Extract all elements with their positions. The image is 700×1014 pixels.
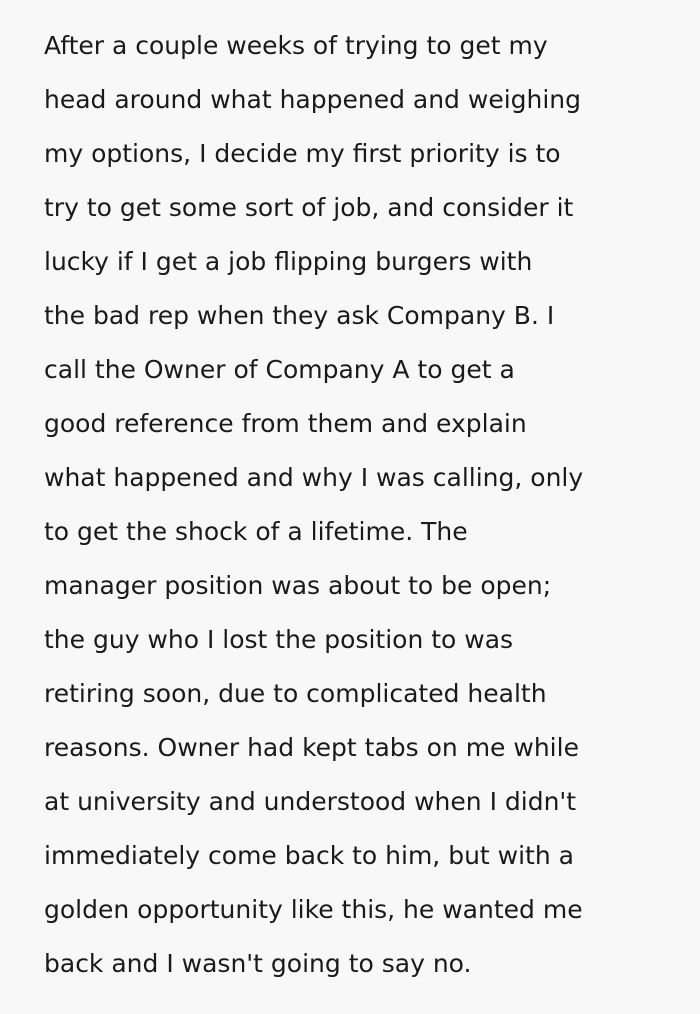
story-line: try to get some sort of job, and consider it	[44, 193, 574, 222]
story-line: manager position was about to be open;	[44, 571, 552, 600]
story-line: the bad rep when they ask Company B. I	[44, 301, 555, 330]
story-line: call the Owner of Company A to get a	[44, 355, 515, 384]
story-line: what happened and why I was calling, only	[44, 463, 584, 492]
story-line: lucky if I get a job flipping burgers with	[44, 247, 533, 276]
story-line: back and I wasn't going to say no.	[44, 949, 472, 978]
story-paragraph	[44, 19, 680, 991]
story-line: head around what happened and weighing	[44, 85, 582, 114]
story-line: my options, I decide my first priority is to	[44, 139, 561, 168]
story-line: retiring soon, due to complicated health	[44, 679, 547, 708]
story-line: reasons. Owner had kept tabs on me while	[44, 733, 579, 762]
story-line: golden opportunity like this, he wanted me	[44, 895, 583, 924]
story-line: immediately come back to him, but with a	[44, 841, 574, 870]
story-line: to get the shock of a lifetime. The	[44, 517, 468, 546]
story-line: at university and understood when I didn't	[44, 787, 577, 816]
story-line: the guy who I lost the position to was	[44, 625, 514, 654]
story-line: After a couple weeks of trying to get my	[44, 31, 548, 60]
story-line: good reference from them and explain	[44, 409, 527, 438]
